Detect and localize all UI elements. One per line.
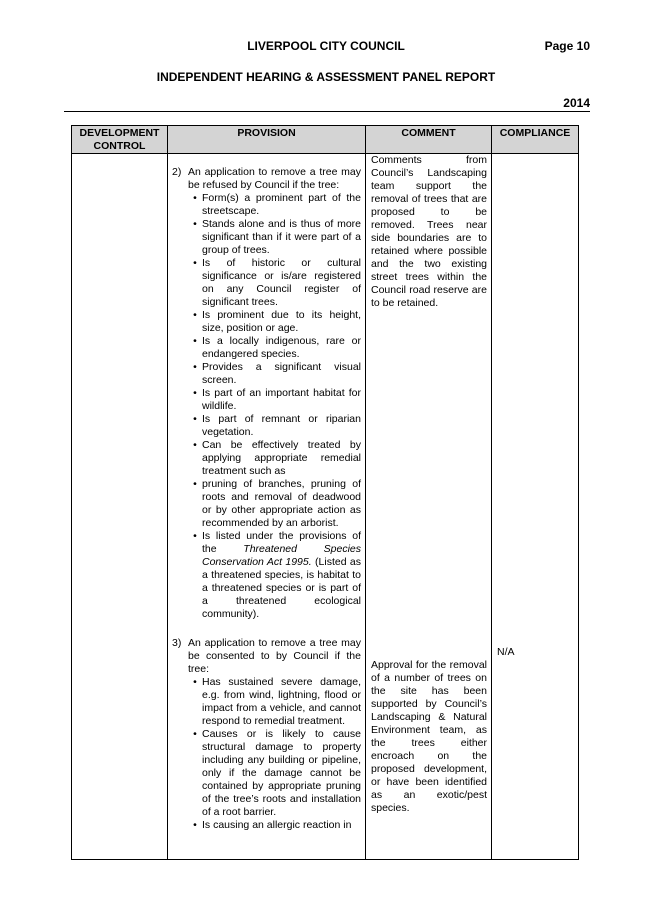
bullet-icon: •: [193, 819, 197, 831]
provision-clause-3: [172, 637, 361, 832]
list-item: • pruning of branches, pruning of roots and removal of deadwood or by other appropriate action as recommended by an arborist.: [188, 478, 361, 530]
list-item: • Is part of an important habitat for wildlife.: [188, 387, 361, 413]
column-header-development-control: DEVELOPMENT CONTROL: [72, 126, 168, 154]
report-year: 2014: [563, 96, 590, 110]
comment-landscaping: Comments from Council’s Landscaping team support the removal of trees that are proposed to be removed. Trees near side boundaries are to retained where possible and the two existing street trees within the Council road reserve are to be retained.: [371, 154, 487, 309]
list-item: • Causes or is likely to cause structural damage to property including any building or pipeline, only if the damage cannot be contained by appropriate pruning of the tree’s roots and installation of a root barrier.: [188, 728, 361, 819]
list-item: • Is listed under the provisions of the Threatened Species Conservation Act 1995. (Listed as a threatened species, is habitat to a threatened species or is part of a threatened ecological community).: [188, 530, 361, 621]
compliance-value: N/A: [497, 646, 515, 658]
bullet-icon: •: [193, 335, 197, 347]
comment-approval: Approval for the removal of a number of trees on the site has been supported by Council’s Landscaping & Natural Environment team, as the trees either encroach on the proposed development, or have been identified as an exotic/pest species.: [371, 659, 487, 814]
list-item: • Has sustained severe damage, e.g. from wind, lightning, flood or impact from a vehicle, and cannot respond to remedial treatment.: [188, 676, 361, 728]
list-item: • Is of historic or cultural significance or is/are registered on any Council register of significant trees.: [188, 257, 361, 309]
list-item: • Is a locally indigenous, rare or endangered species.: [188, 335, 361, 361]
list-item: • Can be effectively treated by applying appropriate remedial treatment such as: [188, 439, 361, 478]
table-header-row: [72, 126, 579, 154]
column-header-provision: PROVISION: [168, 126, 366, 154]
page-number: Page 10: [544, 39, 590, 53]
bullet-icon: •: [193, 530, 197, 542]
provision-cell: [168, 154, 366, 860]
bullet-icon: •: [193, 192, 197, 204]
clause-intro: An application to remove a tree may be consented to by Council if the tree:: [188, 637, 361, 675]
column-header-comment: COMMENT: [366, 126, 492, 154]
clause-intro: An application to remove a tree may be refused by Council if the tree:: [188, 166, 361, 191]
list-item: • Is part of remnant or riparian vegetation.: [188, 413, 361, 439]
compliance-cell: [492, 154, 579, 860]
bullet-icon: •: [193, 257, 197, 269]
clause-bullet-list: [188, 192, 361, 621]
list-item: • Form(s) a prominent part of the streetscape.: [188, 192, 361, 218]
comment-cell: [366, 154, 492, 860]
clause-bullet-list: [188, 676, 361, 832]
list-item: • Provides a significant visual screen.: [188, 361, 361, 387]
bullet-icon: •: [193, 218, 197, 230]
table-row: [72, 154, 579, 860]
assessment-table: [71, 125, 579, 860]
list-item: • Stands alone and is thus of more significant than if it were part of a group of trees.: [188, 218, 361, 257]
list-item: • Is causing an allergic reaction in: [188, 819, 361, 832]
list-item: • Is prominent due to its height, size, position or age.: [188, 309, 361, 335]
provision-clause-2: [172, 166, 361, 621]
bullet-icon: •: [193, 676, 197, 688]
bullet-icon: •: [193, 439, 197, 451]
legislation-title: Threatened Species Conservation Act 1995.: [202, 543, 362, 568]
header-divider: [64, 111, 590, 112]
report-title: INDEPENDENT HEARING & ASSESSMENT PANEL REPORT: [156, 70, 496, 84]
bullet-icon: •: [193, 478, 197, 490]
clause-number: 2): [172, 166, 182, 178]
council-name: LIVERPOOL CITY COUNCIL: [247, 39, 405, 53]
bullet-icon: •: [193, 413, 197, 425]
bullet-icon: •: [193, 387, 197, 399]
bullet-icon: •: [193, 309, 197, 321]
clause-number: 3): [172, 637, 182, 649]
column-header-compliance: COMPLIANCE: [492, 126, 579, 154]
bullet-icon: •: [193, 361, 197, 373]
bullet-icon: •: [193, 728, 197, 740]
development-control-cell: [72, 154, 168, 860]
